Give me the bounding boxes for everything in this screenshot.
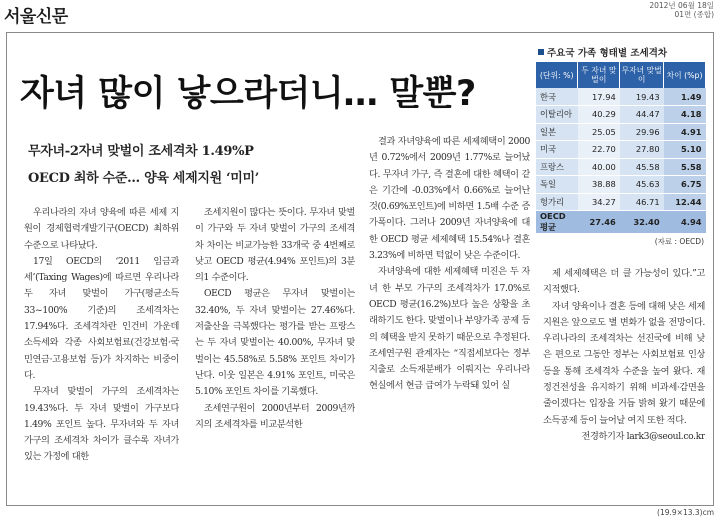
two-children-cell: 40.00 xyxy=(578,158,620,176)
paragraph: 조세연구원이 2000년부터 2009년까지의 조세격차를 비교분석한 xyxy=(195,402,355,430)
clipping-size: (19.9×13.3)cm xyxy=(657,508,714,517)
table-row xyxy=(536,141,706,159)
table-header-row xyxy=(536,62,706,88)
country-cell: 헝가리 xyxy=(536,193,578,211)
no-children-cell: 27.80 xyxy=(620,141,664,159)
difference-cell: 4.91 xyxy=(664,123,706,141)
no-children-cell: 45.63 xyxy=(620,176,664,194)
table-title-text: 주요국 가족 형태별 조세격차 xyxy=(547,48,668,59)
table-row xyxy=(536,123,706,141)
paragraph: 무자녀 맞벌이 가구의 조세격차는 19.43%다. 두 자녀 맞벌이 가구보다 1.49% 포인트 높다. 무자녀와 두 자녀 가구의 조세격차 차이가 클수록 자녀가 있는 가정에 대한 xyxy=(24,386,179,463)
tax-gap-table-box xyxy=(536,46,706,256)
no-children-cell: 44.47 xyxy=(620,106,664,124)
difference-cell: 12.44 xyxy=(664,193,706,211)
difference-cell: 1.49 xyxy=(664,88,706,106)
paragraph: 조세지원이 많다는 뜻이다. 무자녀 맞벌이 가구와 두 자녀 맞벌이 가구의 조세격차 차이는 비교가능한 33개국 중 4번째로 낮고 OECD 평균(4.94% 포인트)의 3분의1 수준이다. xyxy=(195,207,355,284)
country-cell: 일본 xyxy=(536,123,578,141)
difference-cell: 4.94 xyxy=(664,211,706,234)
table-row xyxy=(536,193,706,211)
byline: 전경하기자 lark3@seoul.co.kr xyxy=(581,430,705,442)
table-row-oecd-average xyxy=(536,211,706,234)
paragraph: 제 세제혜택은 더 클 가능성이 있다.”고 지적했다. xyxy=(543,268,705,296)
no-children-cell: 29.96 xyxy=(620,123,664,141)
country-cell: 프랑스 xyxy=(536,158,578,176)
newspaper-logo: 서울신문 xyxy=(4,7,68,27)
no-children-cell: 32.40 xyxy=(620,211,664,234)
country-cell: 한국 xyxy=(536,88,578,106)
paragraph: 자녀양육에 대한 세제혜택 미진은 두 자녀 한 부모 가구의 조세격차가 17.0%로 OECD 평균(16.2%)보다 높은 상황을 초래하기도 한다. 맞벌이나 부양가족 공제 등의 혜택을 받지 못하기 때문으로 추정된다. 조세연구원 관계자는 “직접세보다는 정부 지출로 소득재분배가 이뤄지는 우리나라 현실에서 현금 급여가 누락돼 있어 실 xyxy=(369,266,530,392)
table-row xyxy=(536,106,706,124)
header-unit: (단위: %) xyxy=(536,62,578,88)
tax-gap-table xyxy=(536,62,706,234)
paragraph: 우리나라의 자녀 양육에 따른 세제 지원이 경제협력개발기구(OECD) 최하위 수준으로 나타났다. xyxy=(24,207,179,251)
masthead xyxy=(0,0,720,30)
header-no-children: 무자녀 맞벌이 xyxy=(620,62,664,88)
paragraph: OECD 평균은 무자녀 맞벌이는 32.40%, 두 자녀 맞벌이는 27.46%다. 저출산을 극복했다는 평가를 받는 프랑스는 두 자녀 맞벌이는 40.00%, 무자녀 맞벌이는 45.58%로 5.58% 포인트 차이가 난다. 이웃 일본은 4.91% 포인트, 미국은 5.10% 포인트 차이를 기록했다. xyxy=(195,288,355,398)
subheadline-1: 무자녀-2자녀 맞벌이 조세격차 1.49%P xyxy=(28,144,254,159)
issue-date: 2012년 06월 18일 xyxy=(649,1,714,10)
two-children-cell: 27.46 xyxy=(578,211,620,234)
header-difference: 차이 (%p) xyxy=(664,62,706,88)
two-children-cell: 25.05 xyxy=(578,123,620,141)
subheadline-2: OECD 최하 수준… 양육 세제지원 ‘미미’ xyxy=(28,171,260,186)
difference-cell: 5.10 xyxy=(664,141,706,159)
table-row xyxy=(536,88,706,106)
paragraph: 결과 자녀양육에 따른 세제혜택이 2000년 0.72%에서 2009년 1.77%로 늘어났다. 무자녀 가구, 즉 결혼에 대한 혜택이 같은 기간에 -0.03%에서 0.66%로 늘어난 것(0.69%포인트)에 비하면 1.5배 수준 증가폭이다. 그러나 2009년 자녀양육에 대한 OECD 평균 세제혜택 15.54%나 결혼 3.23%에 비하면 턱없이 낮은 수준이다. xyxy=(369,136,530,262)
headline: 자녀 많이 낳으라더니… 말뿐? xyxy=(20,74,476,114)
paragraph: 자녀 양육이나 결혼 등에 대해 낮은 세제 지원은 앞으로도 별 변화가 없을 전망이다. 우리나라의 조세격차는 선진국에 비해 낮은 편으로 그동안 정부는 사회보험료 인상 등을 통해 조세격차 수준을 높여 왔다. 재정건전성을 유지하기 위해 비과세·감면을 줄이겠다는 입장을 거듭 밝혀 왔기 때문에 소득공제 등이 늘어날 여지 또한 적다. xyxy=(543,300,705,426)
dateline xyxy=(649,1,714,19)
square-bullet-icon xyxy=(538,49,544,55)
country-cell: 이탈리아 xyxy=(536,106,578,124)
table-row xyxy=(536,176,706,194)
no-children-cell: 46.71 xyxy=(620,193,664,211)
article-column-1 xyxy=(24,205,179,495)
country-cell: OECD 평균 xyxy=(536,211,578,234)
table-title xyxy=(536,46,706,62)
two-children-cell: 17.94 xyxy=(578,88,620,106)
article-column-4 xyxy=(543,266,705,496)
article-column-2 xyxy=(195,205,355,495)
table-source: (자료 : OECD) xyxy=(654,237,704,246)
page-number: 01면 (종합) xyxy=(674,10,714,19)
no-children-cell: 45.58 xyxy=(620,158,664,176)
country-cell: 미국 xyxy=(536,141,578,159)
table-row xyxy=(536,158,706,176)
no-children-cell: 19.43 xyxy=(620,88,664,106)
difference-cell: 6.75 xyxy=(664,176,706,194)
country-cell: 독일 xyxy=(536,176,578,194)
two-children-cell: 22.70 xyxy=(578,141,620,159)
difference-cell: 5.58 xyxy=(664,158,706,176)
two-children-cell: 34.27 xyxy=(578,193,620,211)
two-children-cell: 40.29 xyxy=(578,106,620,124)
paragraph: 17일 OECD의 ‘2011 임금과세’(Taxing Wages)에 따르면 우리나라 두 자녀 맞벌이 가구(평균소득 33~100% 기준)의 조세격차는 17.94%다. 조세격차란 인건비 가운데 소득세와 각종 사회보험료(건강보험·국민연금·고용보험 등)가 차지하는 비중이다. xyxy=(24,255,179,381)
header-two-children: 두 자녀 맞벌이 xyxy=(578,62,620,88)
difference-cell: 4.18 xyxy=(664,106,706,124)
two-children-cell: 38.88 xyxy=(578,176,620,194)
article-column-3 xyxy=(369,134,530,496)
